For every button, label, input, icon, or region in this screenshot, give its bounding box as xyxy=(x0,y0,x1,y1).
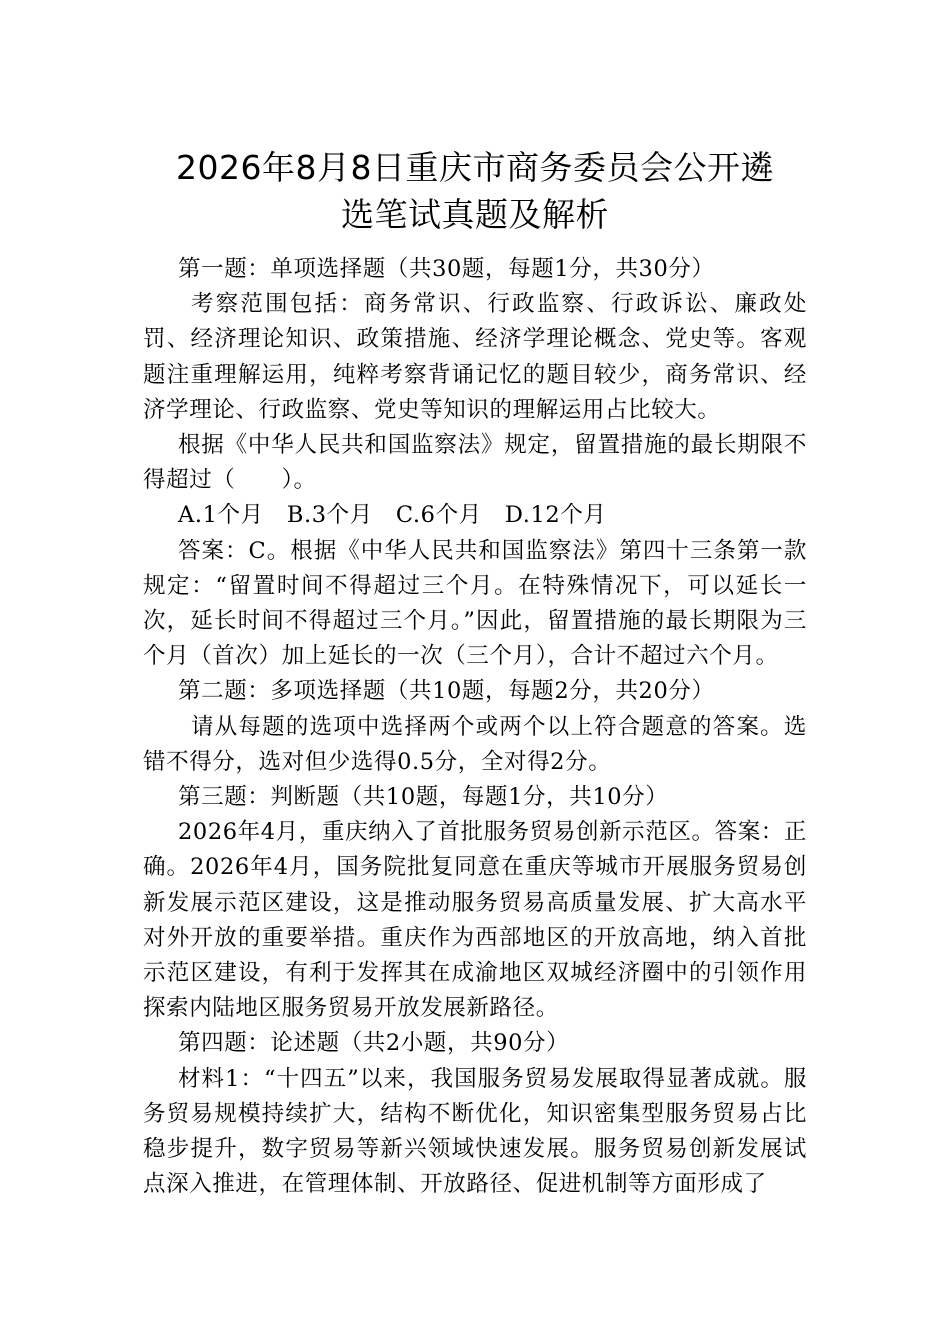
material-paragraph: 材料1：“十四五”以来，我国服务贸易发展取得显著成就。服务贸易规模持续扩大，结构不断优化，知识密集型服务贸易占比稳步提升，数字贸易等新兴领域快速发展。服务贸易创新发展试点深入推进，在管理体制、开放路径、促进机制等方面形成了 xyxy=(143,1065,807,1198)
section-heading-2: 第二题：多项选择题（共10题，每题2分，共20分） xyxy=(178,678,715,705)
judgment-paragraph: 2026年4月，重庆纳入了首批服务贸易创新示范区。答案：正确。2026年4月，国务院批复同意在重庆等城市开展服务贸易创新发展示范区建设，这是推动服务贸易高质量发展、扩大高水平对外开放的重要举措。重庆作为西部地区的开放高地，纳入首批示范区建设，有利于发挥其在成渝地区双城经济圈中的引领作用探索内陆地区服务贸易开放发展新路径。 xyxy=(143,819,807,1022)
section-heading-4: 第四题：论述题（共2小题，共90分） xyxy=(178,1030,570,1057)
answer-paragraph: 答案：C。根据《中华人民共和国监察法》第四十三条第一款规定：“留置时间不得超过三个月。在特殊情况下，可以延长一次，延长时间不得超过三个月。”因此，留置措施的最长期限为三个月（首次）加上延长的一次（三个月），合计不超过六个月。 xyxy=(143,537,807,670)
section-heading-3: 第三题：判断题（共10题，每题1分，共10分） xyxy=(178,784,669,811)
section-heading-1: 第一题：单项选择题（共30题，每题1分，共30分） xyxy=(178,256,715,282)
question-options: A.1个月 B.3个月 C.6个月 D.12个月 xyxy=(178,502,607,529)
instruction-paragraph: 请从每题的选项中选择两个或两个以上符合题意的答案。选错不得分，选对但少选得0.5分，全对得2分。 xyxy=(143,713,807,775)
question-stem: 根据《中华人民共和国监察法》规定，留置措施的最长期限不得超过（ ）。 xyxy=(143,432,807,494)
document-title xyxy=(100,144,850,238)
scope-paragraph: 考察范围包括：商务常识、行政监察、行政诉讼、廉政处罚、经济理论知识、政策措施、经济学理论概念、党史等。客观题注重理解运用，纯粹考察背诵记忆的题目较少，商务常识、经济学理论、行政监察、党史等知识的理解运用占比较大。 xyxy=(143,291,807,423)
document-body xyxy=(143,252,807,1202)
title-line-2: 选笔试真题及解析 xyxy=(341,195,609,234)
title-line-1: 2026年8月8日重庆市商务委员会公开遴 xyxy=(176,148,774,187)
